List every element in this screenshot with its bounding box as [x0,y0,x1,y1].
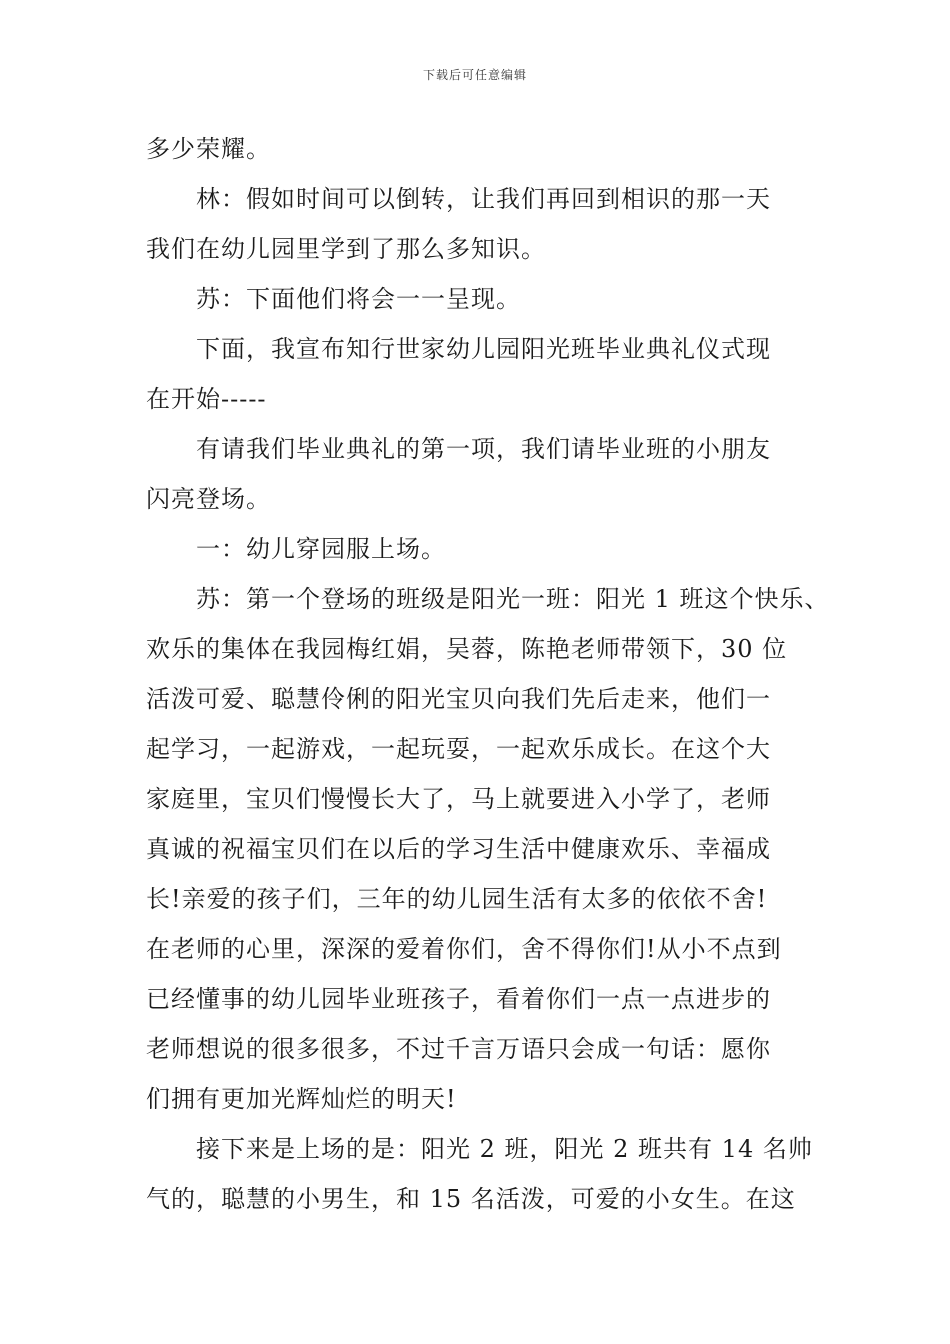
text-line: 林：假如时间可以倒转，让我们再回到相识的那一天 [196,185,771,213]
text-line: 在开始----- [146,385,267,413]
text-line: 我们在幼儿园里学到了那么多知识。 [146,235,546,263]
text-line: 长!亲爱的孩子们，三年的幼儿园生活有太多的依依不舍! [146,885,768,913]
text-line: 多少荣耀。 [146,135,271,163]
text-line: 有请我们毕业典礼的第一项，我们请毕业班的小朋友 [196,435,771,463]
text-line: 老师想说的很多很多，不过千言万语只会成一句话：愿你 [146,1035,771,1063]
text-line: 下面，我宣布知行世家幼儿园阳光班毕业典礼仪式现 [196,335,771,363]
text-line: 闪亮登场。 [146,485,271,513]
text-line: 在老师的心里，深深的爱着你们，舍不得你们!从小不点到 [146,935,782,963]
text-line: 欢乐的集体在我园梅红娟，吴蓉，陈艳老师带领下，30 位 [146,635,788,663]
text-line: 接下来是上场的是：阳光 2 班，阳光 2 班共有 14 名帅 [196,1135,813,1163]
text-line: 们拥有更加光辉灿烂的明天! [146,1085,457,1113]
text-line: 已经懂事的幼儿园毕业班孩子，看着你们一点一点进步的 [146,985,771,1013]
text-line: 一：幼儿穿园服上场。 [196,535,446,563]
text-line: 苏：第一个登场的班级是阳光一班：阳光 1 班这个快乐、 [196,585,830,613]
text-line: 气的，聪慧的小男生，和 15 名活泼，可爱的小女生。在这 [146,1185,796,1213]
document-body [146,124,830,1224]
text-line: 真诚的祝福宝贝们在以后的学习生活中健康欢乐、幸福成 [146,835,771,863]
page-header: 下载后可任意编辑 [422,68,527,82]
text-line: 起学习，一起游戏，一起玩耍，一起欢乐成长。在这个大 [146,735,771,763]
text-line: 苏：下面他们将会一一呈现。 [196,285,521,313]
text-line: 家庭里，宝贝们慢慢长大了，马上就要进入小学了，老师 [146,785,771,813]
text-line: 活泼可爱、聪慧伶俐的阳光宝贝向我们先后走来，他们一 [146,685,771,713]
